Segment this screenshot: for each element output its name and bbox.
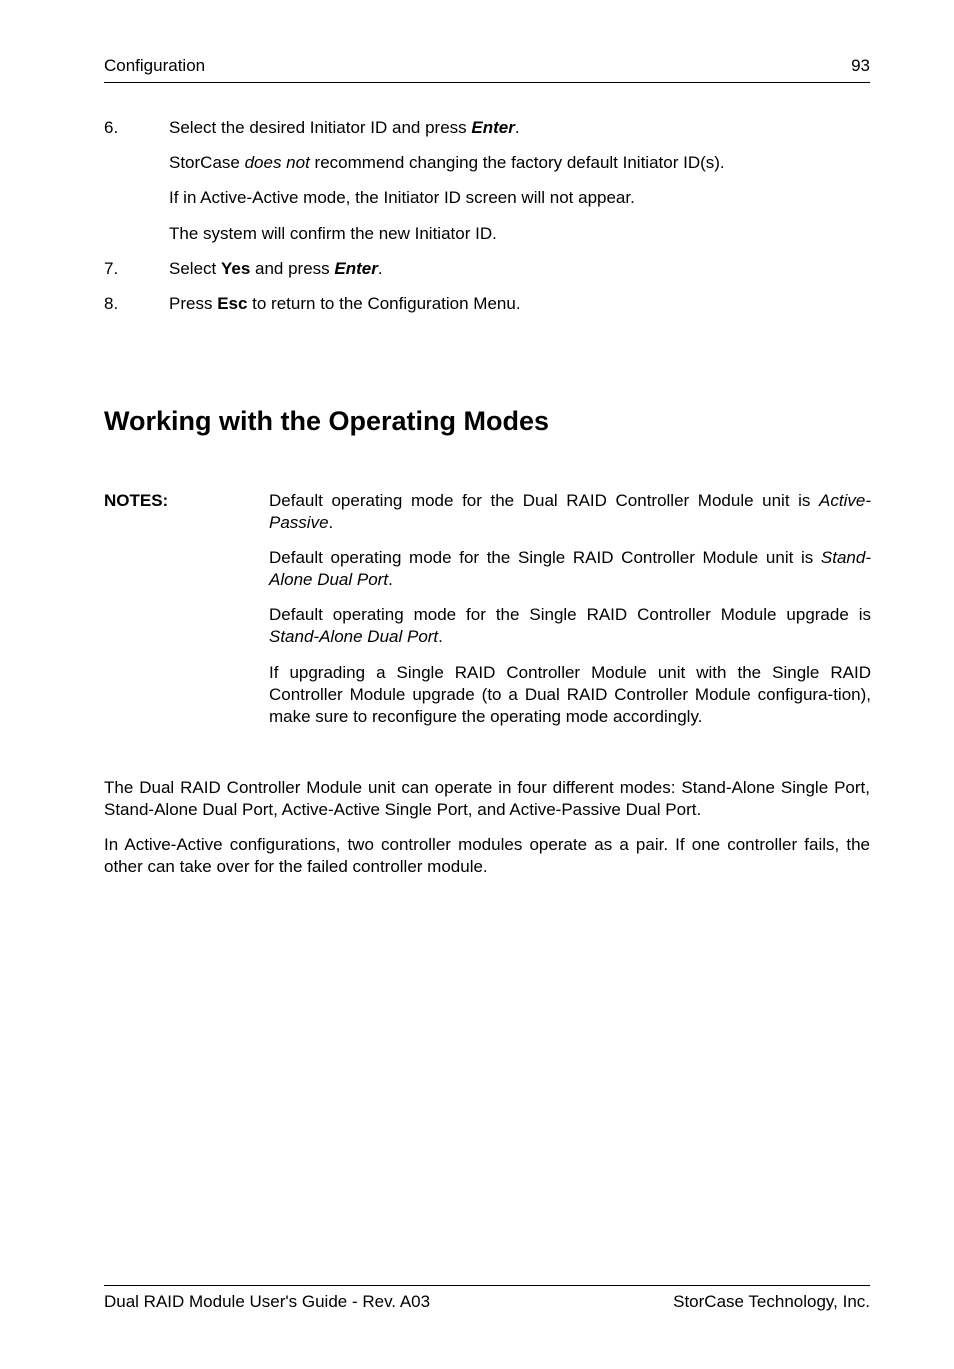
body-paragraph-1: The Dual RAID Controller Module unit can operate in four different modes: Stand-Alone Single Port, Stand-Alone Dual Port, Active-Active Single Port, and Active-Passive Dual Port. xyxy=(104,778,870,819)
text-run: . xyxy=(514,118,520,137)
text-run: If in Active-Active mode, the Initiator ID screen will not appear. xyxy=(169,188,635,207)
text-run: Stand-Alone Dual Port xyxy=(269,548,871,589)
note-2 xyxy=(269,547,871,591)
page-header xyxy=(104,56,870,83)
text-run: . xyxy=(438,627,443,646)
text-run: . xyxy=(388,570,393,589)
footer-company: StorCase Technology, Inc. xyxy=(673,1292,870,1311)
text-run: Select the desired Initiator ID and press xyxy=(169,118,472,137)
text-run: Esc xyxy=(217,294,248,313)
page-footer xyxy=(104,1285,870,1311)
body-paragraph-2: In Active-Active configurations, two controller modules operate as a pair. If one controller fails, the other can take over for the failed controller module. xyxy=(104,835,870,876)
step-text xyxy=(169,153,725,173)
text-run: Select xyxy=(169,259,221,278)
notes-label: NOTES: xyxy=(104,491,169,510)
step-text xyxy=(169,118,520,138)
text-run: Yes xyxy=(220,259,251,278)
header-section-title: Configuration xyxy=(104,56,206,75)
step-number: 6. xyxy=(104,118,119,137)
text-run: Default operating mode for the Dual RAID Controller Module unit is xyxy=(269,491,820,510)
text-run: The system will confirm the new Initiator ID. xyxy=(169,224,497,243)
step-text xyxy=(169,259,383,279)
text-run: Press xyxy=(169,294,218,313)
text-run: recommend changing the factory default Initiator ID(s). xyxy=(309,153,725,172)
text-run: does not xyxy=(244,153,310,172)
step-number: 8. xyxy=(104,294,119,313)
footer-guide-title: Dual RAID Module User's Guide - Rev. A03 xyxy=(104,1292,431,1311)
text-run: Default operating mode for the Single RAID Controller Module upgrade is xyxy=(269,605,871,624)
text-run: Stand-Alone Dual Port xyxy=(269,627,439,646)
text-run: . xyxy=(377,259,383,278)
text-run: If upgrading a Single RAID Controller Module unit with the Single RAID Controller Module upgrade (to a Dual RAID Controller Module configura-tion), make sure to reconfigure the operating mode accordingly. xyxy=(269,663,871,726)
step-text xyxy=(169,224,497,244)
text-run: Active-Passive xyxy=(269,491,871,532)
text-run: Default operating mode for the Single RAID Controller Module unit is xyxy=(269,548,821,567)
text-run: and press xyxy=(250,259,335,278)
step-number: 7. xyxy=(104,259,119,278)
text-run: Enter xyxy=(334,259,378,278)
step-text xyxy=(169,188,635,208)
text-run: to return to the Configuration Menu. xyxy=(247,294,521,313)
note-3 xyxy=(269,604,871,648)
text-run: . xyxy=(328,513,334,532)
page-number: 93 xyxy=(851,56,870,75)
text-run: StorCase xyxy=(169,153,245,172)
section-heading: Working with the Operating Modes xyxy=(104,406,550,436)
step-text xyxy=(169,294,521,314)
note-4 xyxy=(269,662,871,728)
text-run: Enter xyxy=(471,118,515,137)
note-1 xyxy=(269,490,871,534)
